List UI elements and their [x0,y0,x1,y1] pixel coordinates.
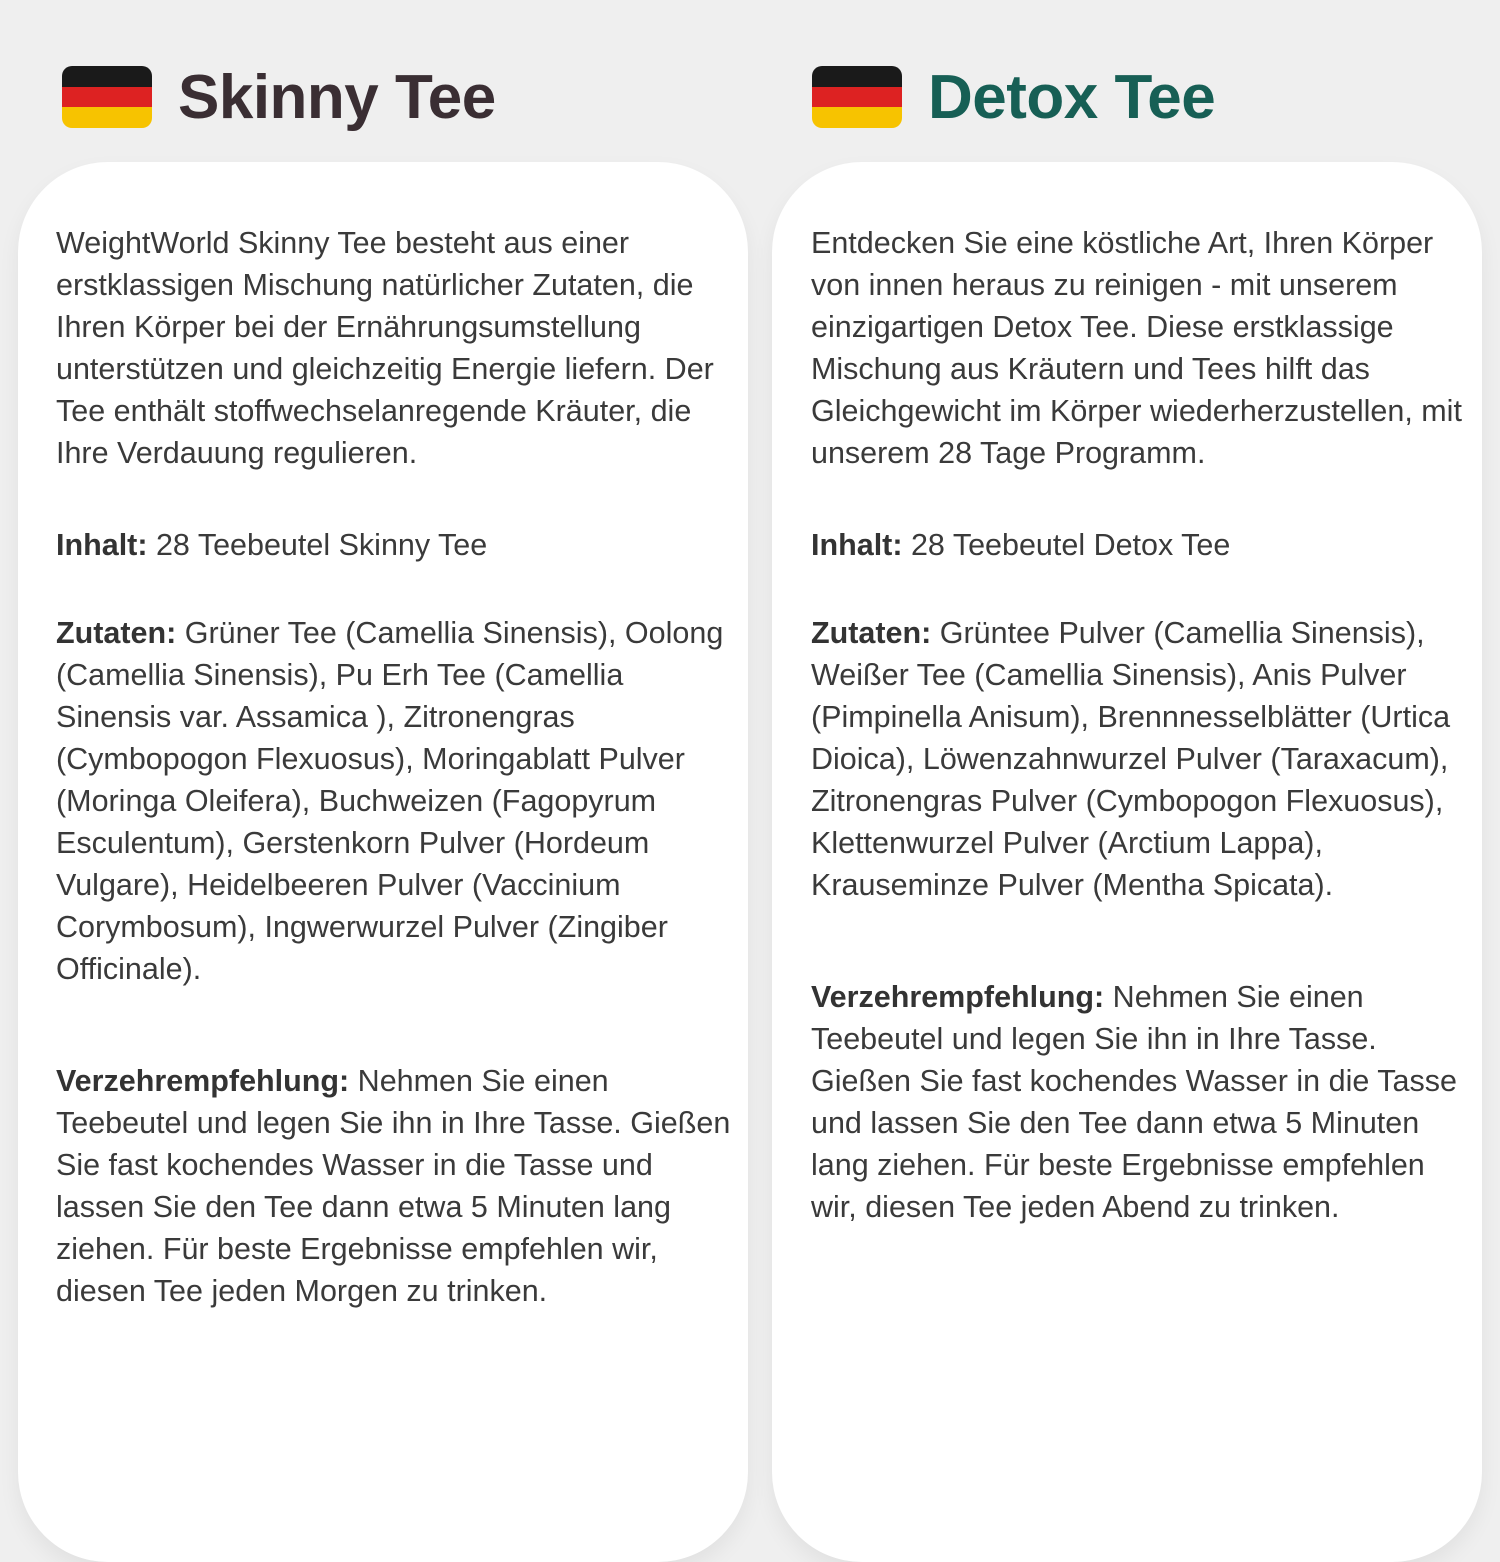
detox-tee-column [772,0,1482,1500]
detox-tee-contents [811,524,1478,566]
detox-tee-usage [811,976,1478,1228]
usage-label: Verzehrempfehlung: [811,980,1105,1014]
ingredients-value: Grüner Tee (Camellia Sinensis), Oolong (Camellia Sinensis), Pu Erh Tee (Camellia Sinensis var. Assamica ), Zitronengras (Cymbopogon Flexuosus), Moringablatt Pulver (Moringa Oleifera), Buchweizen (Fagopyrum Esculentum), Gerstenkorn Pulver (Hordeum Vulgare), Heidelbeeren Pulver (Vaccinium Corymbosum), Ingwerwurzel Pulver (Zingiber Officinale). [56,616,724,986]
contents-label: Inhalt: [811,528,903,562]
detox-tee-ingredients [811,612,1478,906]
usage-value: Nehmen Sie einen Teebeutel und legen Sie ihn in Ihre Tasse. Gießen Sie fast kochendes Wasser in die Tasse und lassen Sie den Tee dann etwa 5 Minuten lang ziehen. Für beste Ergebnisse empfehlen wir, diesen Tee jeden Abend zu trinken. [811,980,1457,1224]
skinny-tee-usage [56,1060,742,1312]
detox-tee-header [812,62,1215,132]
contents-value: 28 Teebeutel Detox Tee [902,528,1231,562]
detox-tee-description: Entdecken Sie eine köstliche Art, Ihren Körper von innen heraus zu reinigen - mit unserem einzigartigen Detox Tee. Diese erstklassige Mischung aus Kräutern und Tees hilft das Gleichgewicht im Körper wiederherzustellen, mit unserem 28 Tage Programm. [811,226,1462,470]
skinny-tee-content [56,222,742,1312]
skinny-tee-header [62,62,496,132]
skinny-tee-title: Skinny Tee [178,62,496,132]
skinny-tee-column [18,0,748,1500]
usage-value: Nehmen Sie einen Teebeutel und legen Sie ihn in Ihre Tasse. Gießen Sie fast kochendes Wasser in die Tasse und lassen Sie den Tee dann etwa 5 Minuten lang ziehen. Für beste Ergebnisse empfehlen wir, diesen Tee jeden Morgen zu trinken. [56,1064,731,1308]
germany-flag-icon [62,66,152,128]
detox-tee-title: Detox Tee [928,62,1216,132]
usage-label: Verzehrempfehlung: [56,1064,350,1098]
detox-tee-content [811,222,1478,1228]
ingredients-label: Zutaten: [56,616,177,650]
skinny-tee-contents [56,524,742,566]
ingredients-label: Zutaten: [811,616,932,650]
ingredients-value: Grüntee Pulver (Camellia Sinensis), Weißer Tee (Camellia Sinensis), Anis Pulver (Pimpinella Anisum), Brennnesselblätter (Urtica Dioica), Löwenzahnwurzel Pulver (Taraxacum), Zitronengras Pulver (Cymbopogon Flexuosus), Klettenwurzel Pulver (Arctium Lappa), Krauseminze Pulver (Mentha Spicata). [811,616,1451,902]
skinny-tee-ingredients [56,612,742,990]
germany-flag-icon [812,66,902,128]
skinny-tee-description: WeightWorld Skinny Tee besteht aus einer erstklassigen Mischung natürlicher Zutaten, die Ihren Körper bei der Ernährungsumstellung unterstützen und gleichzeitig Energie liefern. Der Tee enthält stoffwechselanregende Kräuter, die Ihre Verdauung regulieren. [56,226,714,470]
contents-label: Inhalt: [56,528,148,562]
contents-value: 28 Teebeutel Skinny Tee [147,528,488,562]
